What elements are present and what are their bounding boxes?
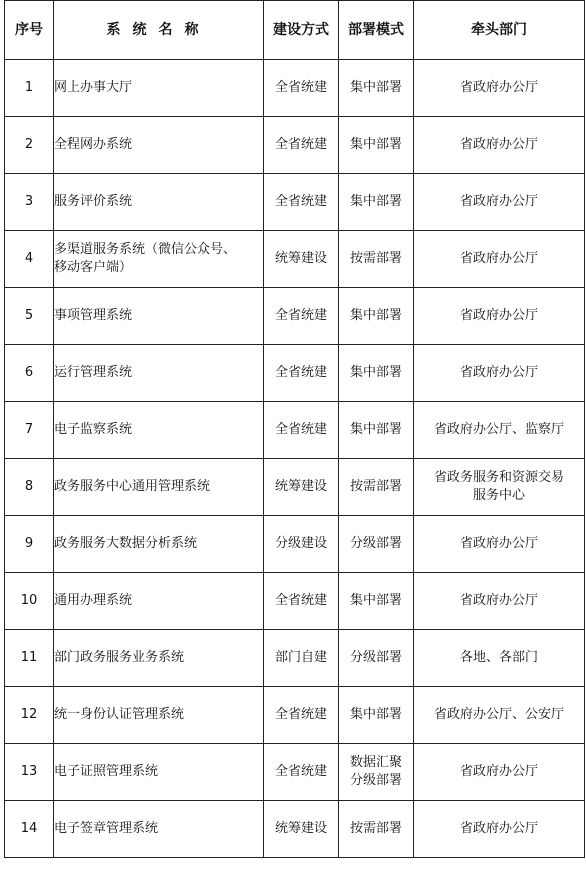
cell-lead-dept: 省政务服务和资源交易 服务中心	[414, 459, 585, 516]
cell-index: 1	[5, 60, 54, 117]
cell-lead-dept: 省政府办公厅	[414, 174, 585, 231]
cell-system-name: 通用办理系统	[54, 573, 264, 630]
cell-system-name: 事项管理系统	[54, 288, 264, 345]
cell-build-method: 全省统建	[264, 60, 339, 117]
cell-build-method: 分级建设	[264, 516, 339, 573]
cell-deploy-mode: 按需部署	[339, 459, 414, 516]
cell-index: 8	[5, 459, 54, 516]
cell-index: 14	[5, 801, 54, 858]
cell-index: 10	[5, 573, 54, 630]
cell-build-method: 全省统建	[264, 345, 339, 402]
cell-lead-dept: 省政府办公厅	[414, 801, 585, 858]
cell-system-name: 电子签章管理系统	[54, 801, 264, 858]
cell-build-method: 统筹建设	[264, 459, 339, 516]
cell-deploy-mode: 集中部署	[339, 573, 414, 630]
table-row	[5, 516, 585, 573]
cell-deploy-mode: 分级部署	[339, 630, 414, 687]
cell-index: 11	[5, 630, 54, 687]
cell-deploy-mode: 按需部署	[339, 231, 414, 288]
cell-lead-dept: 省政府办公厅	[414, 345, 585, 402]
header-build: 建设方式	[264, 1, 339, 60]
table-row	[5, 231, 585, 288]
cell-build-method: 部门自建	[264, 630, 339, 687]
cell-deploy-mode: 集中部署	[339, 687, 414, 744]
cell-deploy-mode: 集中部署	[339, 174, 414, 231]
cell-deploy-mode: 数据汇聚 分级部署	[339, 744, 414, 801]
table-row	[5, 174, 585, 231]
cell-lead-dept: 省政府办公厅	[414, 60, 585, 117]
cell-system-name: 运行管理系统	[54, 345, 264, 402]
table-body	[5, 60, 585, 858]
table-row	[5, 117, 585, 174]
cell-build-method: 全省统建	[264, 288, 339, 345]
cell-index: 6	[5, 345, 54, 402]
table-row	[5, 288, 585, 345]
cell-index: 9	[5, 516, 54, 573]
cell-system-name: 多渠道服务系统（微信公众号、 移动客户端）	[54, 231, 264, 288]
table-row	[5, 630, 585, 687]
cell-deploy-mode: 集中部署	[339, 117, 414, 174]
header-row	[5, 1, 585, 60]
cell-deploy-mode: 集中部署	[339, 60, 414, 117]
cell-system-name: 网上办事大厅	[54, 60, 264, 117]
table-row	[5, 744, 585, 801]
cell-deploy-mode: 集中部署	[339, 345, 414, 402]
cell-index: 3	[5, 174, 54, 231]
cell-lead-dept: 省政府办公厅	[414, 573, 585, 630]
cell-build-method: 全省统建	[264, 744, 339, 801]
table-row	[5, 801, 585, 858]
cell-lead-dept: 省政府办公厅	[414, 231, 585, 288]
cell-deploy-mode: 集中部署	[339, 288, 414, 345]
table-row	[5, 345, 585, 402]
table-row	[5, 459, 585, 516]
table-row	[5, 687, 585, 744]
cell-lead-dept: 省政府办公厅	[414, 288, 585, 345]
cell-build-method: 全省统建	[264, 573, 339, 630]
cell-index: 4	[5, 231, 54, 288]
header-mode: 部署模式	[339, 1, 414, 60]
cell-index: 5	[5, 288, 54, 345]
cell-deploy-mode: 分级部署	[339, 516, 414, 573]
cell-system-name: 服务评价系统	[54, 174, 264, 231]
cell-index: 12	[5, 687, 54, 744]
cell-lead-dept: 各地、各部门	[414, 630, 585, 687]
table-row	[5, 402, 585, 459]
cell-lead-dept: 省政府办公厅	[414, 117, 585, 174]
cell-system-name: 政务服务大数据分析系统	[54, 516, 264, 573]
cell-lead-dept: 省政府办公厅	[414, 744, 585, 801]
cell-build-method: 统筹建设	[264, 801, 339, 858]
cell-build-method: 统筹建设	[264, 231, 339, 288]
cell-system-name: 部门政务服务业务系统	[54, 630, 264, 687]
systems-table	[4, 0, 585, 858]
cell-deploy-mode: 按需部署	[339, 801, 414, 858]
cell-system-name: 电子证照管理系统	[54, 744, 264, 801]
cell-lead-dept: 省政府办公厅、公安厅	[414, 687, 585, 744]
cell-lead-dept: 省政府办公厅、监察厅	[414, 402, 585, 459]
cell-system-name: 政务服务中心通用管理系统	[54, 459, 264, 516]
cell-deploy-mode: 集中部署	[339, 402, 414, 459]
cell-lead-dept: 省政府办公厅	[414, 516, 585, 573]
cell-system-name: 全程网办系统	[54, 117, 264, 174]
table-row	[5, 573, 585, 630]
header-dept: 牵头部门	[414, 1, 585, 60]
cell-build-method: 全省统建	[264, 117, 339, 174]
cell-system-name: 电子监察系统	[54, 402, 264, 459]
cell-build-method: 全省统建	[264, 687, 339, 744]
cell-index: 2	[5, 117, 54, 174]
cell-index: 7	[5, 402, 54, 459]
cell-system-name: 统一身份认证管理系统	[54, 687, 264, 744]
cell-build-method: 全省统建	[264, 402, 339, 459]
cell-index: 13	[5, 744, 54, 801]
cell-build-method: 全省统建	[264, 174, 339, 231]
table-row	[5, 60, 585, 117]
header-index: 序号	[5, 1, 54, 60]
header-name: 系统名称	[54, 1, 264, 60]
